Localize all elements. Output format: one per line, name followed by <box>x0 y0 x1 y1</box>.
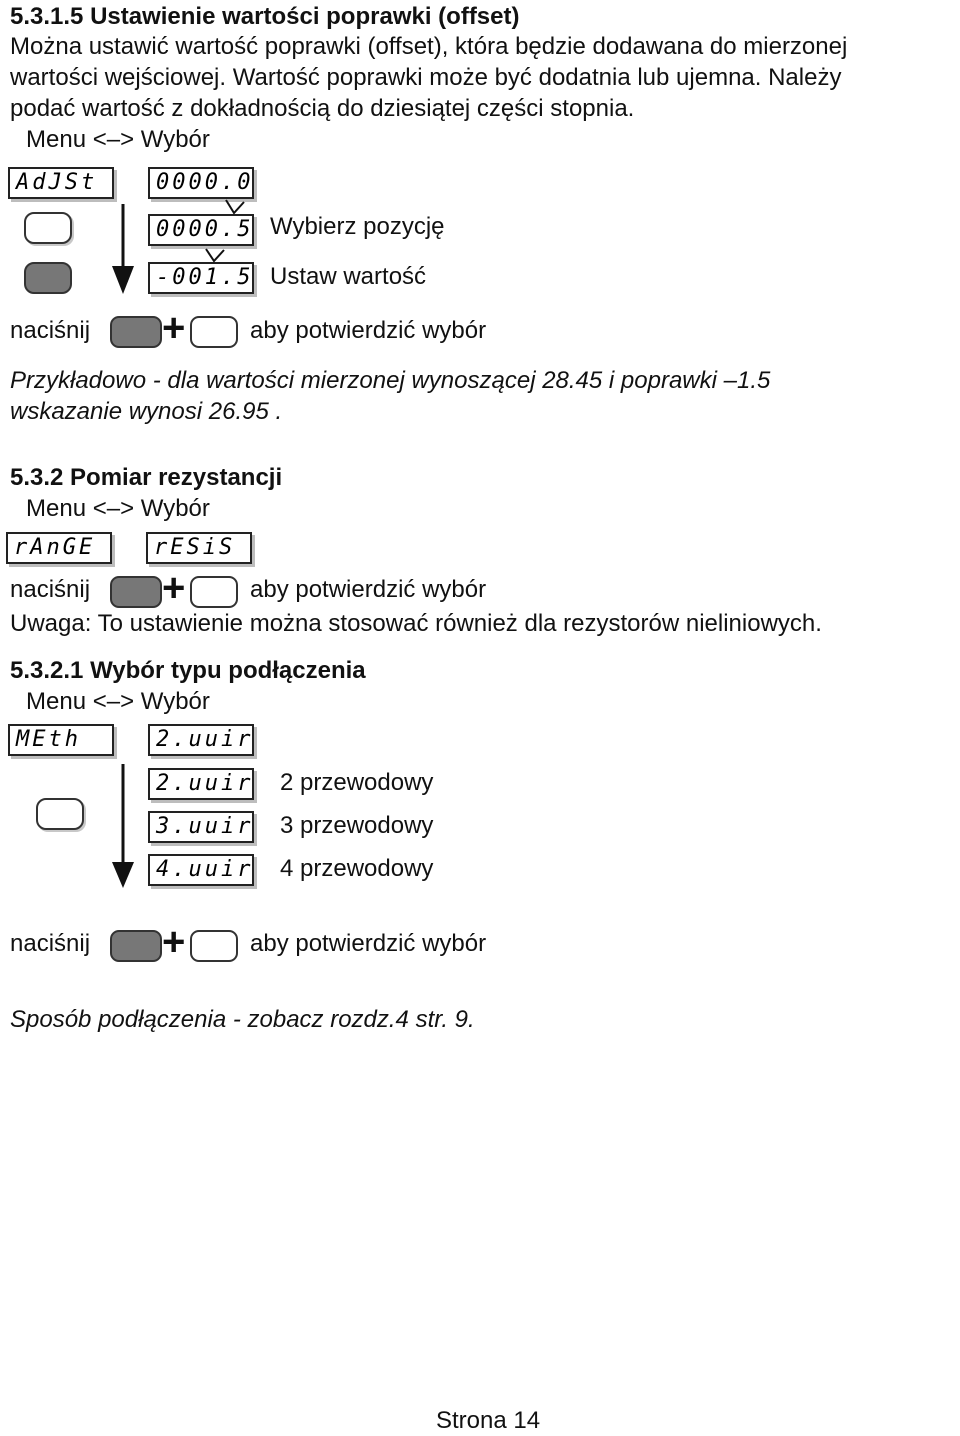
option-label: 4 przewodowy <box>280 855 434 882</box>
section-heading-resistance: 5.3.2 Pomiar rezystancji <box>10 464 283 491</box>
lcd-display-option: 4.uuir <box>148 854 254 886</box>
see-also-text: Sposób podłączenia - zobacz rozdz.4 str. 9. <box>10 1006 475 1033</box>
press-label: naciśnij <box>10 317 91 344</box>
step-marker-icon <box>226 200 244 213</box>
menu-select-label: Menu <–> Wybór <box>26 126 210 153</box>
lcd-display-option: 3.uuir <box>148 811 254 843</box>
paragraph-line: podać wartość z dokładnością do dziesiątej części stopnia. <box>10 95 635 122</box>
set-value-label: Ustaw wartość <box>270 263 427 290</box>
confirm-label: aby potwierdzić wybór <box>250 317 487 344</box>
section-heading-offset: 5.3.1.5 Ustawienie wartości poprawki (offset) <box>10 3 520 30</box>
down-arrow-head <box>112 862 134 888</box>
confirm-label: aby potwierdzić wybór <box>250 576 487 603</box>
option-label: 3 przewodowy <box>280 812 434 839</box>
lcd-display-initial: 0000.0 <box>148 167 254 199</box>
lcd-display-select: 0000.5 <box>148 214 254 246</box>
plus-icon: + <box>162 306 186 350</box>
menu-select-label: Menu <–> Wybór <box>26 688 210 715</box>
example-text: Przykładowo - dla wartości mierzonej wynoszącej 28.45 i poprawki –1.5 <box>10 367 771 394</box>
lcd-display-set: -001.5 <box>148 262 254 294</box>
confirm-label: aby potwierdzić wybór <box>250 930 487 957</box>
down-arrow-head <box>112 266 134 294</box>
paragraph-line: wartości wejściowej. Wartość poprawki może być dodatnia lub ujemna. Należy <box>10 64 842 91</box>
example-text: wskazanie wynosi 26.95 . <box>10 398 283 425</box>
page-number: Strona 14 <box>436 1407 541 1434</box>
plus-icon: + <box>162 920 186 964</box>
lcd-display-resis: rESiS <box>146 532 252 564</box>
plus-icon: + <box>162 566 186 610</box>
note-text: Uwaga: To ustawienie można stosować również dla rezystorów nieliniowych. <box>10 610 822 637</box>
option-label: 2 przewodowy <box>280 769 434 796</box>
select-position-label: Wybierz pozycję <box>270 213 445 240</box>
step-marker-icon <box>206 249 224 261</box>
lcd-display-meth: MEth <box>8 724 114 756</box>
lcd-display-menu: AdJSt <box>8 167 114 199</box>
section-heading-connection: 5.3.2.1 Wybór typu podłączenia <box>10 657 366 684</box>
press-label: naciśnij <box>10 930 91 957</box>
menu-select-label: Menu <–> Wybór <box>26 495 210 522</box>
lcd-display-option: 2.uuir <box>148 768 254 800</box>
lcd-display-initial: 2.uuir <box>148 724 254 756</box>
press-label: naciśnij <box>10 576 91 603</box>
paragraph-line: Można ustawić wartość poprawki (offset), która będzie dodawana do mierzonej <box>10 33 848 60</box>
lcd-display-range: rAnGE <box>6 532 112 564</box>
